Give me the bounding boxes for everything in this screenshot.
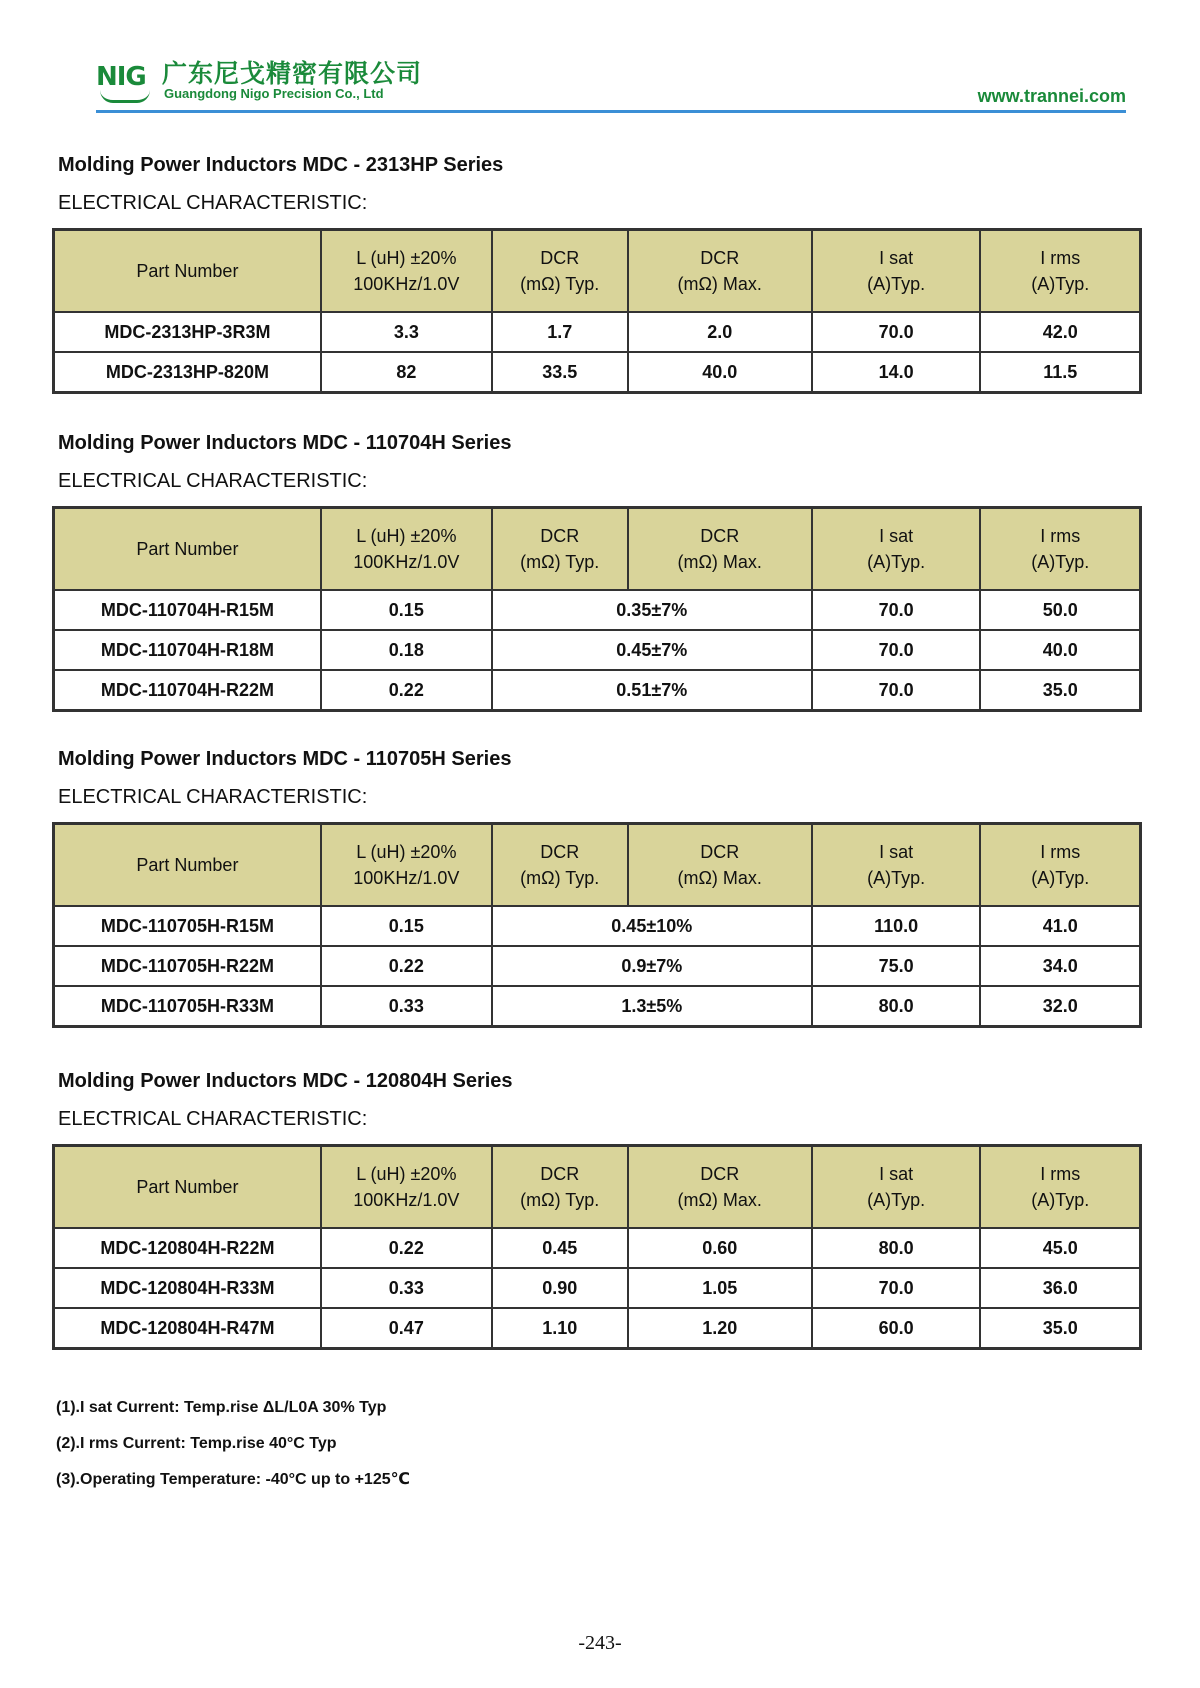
header-irms: I rms (A)Typ. bbox=[980, 230, 1140, 313]
cell-dcr-typ: 1.7 bbox=[492, 312, 628, 352]
header-dcr-max: DCR (mΩ) Max. bbox=[628, 508, 812, 591]
cell-irms: 35.0 bbox=[980, 670, 1140, 711]
cell-inductance: 0.15 bbox=[321, 906, 492, 946]
cell-part-number: MDC-110704H-R18M bbox=[54, 630, 321, 670]
header-dcr-typ: DCR (mΩ) Typ. bbox=[492, 508, 628, 591]
header-part-number: Part Number bbox=[54, 508, 321, 591]
section-subtitle: ELECTRICAL CHARACTERISTIC: bbox=[58, 470, 368, 492]
cell-irms: 42.0 bbox=[980, 312, 1140, 352]
header-inductance: L (uH) ±20% 100KHz/1.0V bbox=[321, 230, 492, 313]
cell-isat: 70.0 bbox=[812, 590, 981, 630]
page-number: -243- bbox=[578, 1632, 622, 1654]
cell-irms: 35.0 bbox=[980, 1308, 1140, 1349]
cell-part-number: MDC-120804H-R22M bbox=[54, 1228, 321, 1268]
cell-dcr-max: 1.20 bbox=[628, 1308, 812, 1349]
section-110704h bbox=[52, 428, 1142, 712]
cell-part-number: MDC-120804H-R33M bbox=[54, 1268, 321, 1308]
section-120804h bbox=[52, 1066, 1142, 1350]
cell-part-number: MDC-110704H-R22M bbox=[54, 670, 321, 711]
table-row bbox=[54, 312, 1141, 352]
cell-dcr-typ: 0.90 bbox=[492, 1268, 628, 1308]
cell-part-number: MDC-120804H-R47M bbox=[54, 1308, 321, 1349]
cell-irms: 50.0 bbox=[980, 590, 1140, 630]
cell-isat: 60.0 bbox=[812, 1308, 981, 1349]
header-isat: I sat (A)Typ. bbox=[812, 508, 981, 591]
header-divider bbox=[96, 110, 1126, 113]
cell-dcr-max: 1.05 bbox=[628, 1268, 812, 1308]
cell-inductance: 3.3 bbox=[321, 312, 492, 352]
cell-inductance: 0.33 bbox=[321, 1268, 492, 1308]
footnotes bbox=[56, 1390, 410, 1498]
cell-dcr-typ: 1.10 bbox=[492, 1308, 628, 1349]
cell-inductance: 0.22 bbox=[321, 670, 492, 711]
cell-isat: 14.0 bbox=[812, 352, 981, 393]
cell-irms: 34.0 bbox=[980, 946, 1140, 986]
table-row bbox=[54, 590, 1141, 630]
note-isat: (1).I sat Current: Temp.rise ΔL/L0A 30% Typ bbox=[56, 1399, 387, 1416]
header-dcr-max: DCR (mΩ) Max. bbox=[628, 230, 812, 313]
cell-isat: 75.0 bbox=[812, 946, 981, 986]
section-subtitle: ELECTRICAL CHARACTERISTIC: bbox=[58, 192, 368, 214]
cell-inductance: 0.22 bbox=[321, 946, 492, 986]
cell-isat: 70.0 bbox=[812, 1268, 981, 1308]
cell-inductance: 0.47 bbox=[321, 1308, 492, 1349]
series-title: Molding Power Inductors MDC - 110704H Series bbox=[58, 432, 512, 454]
table-row bbox=[54, 946, 1141, 986]
header-dcr-typ: DCR (mΩ) Typ. bbox=[492, 824, 628, 907]
table-header-row bbox=[54, 230, 1141, 313]
header-inductance: L (uH) ±20% 100KHz/1.0V bbox=[321, 508, 492, 591]
header-dcr-typ: DCR (mΩ) Typ. bbox=[492, 1146, 628, 1229]
cell-part-number: MDC-110705H-R33M bbox=[54, 986, 321, 1027]
header-irms: I rms (A)Typ. bbox=[980, 1146, 1140, 1229]
cell-isat: 80.0 bbox=[812, 1228, 981, 1268]
spec-table bbox=[52, 1144, 1142, 1350]
series-title: Molding Power Inductors MDC - 2313HP Series bbox=[58, 154, 504, 176]
company-name-en: Guangdong Nigo Precision Co., Ltd bbox=[164, 86, 384, 101]
cell-irms: 41.0 bbox=[980, 906, 1140, 946]
cell-isat: 70.0 bbox=[812, 670, 981, 711]
table-header-row bbox=[54, 508, 1141, 591]
cell-dcr: 0.35±7% bbox=[492, 590, 812, 630]
cell-isat: 110.0 bbox=[812, 906, 981, 946]
table-row bbox=[54, 1268, 1141, 1308]
cell-part-number: MDC-110705H-R22M bbox=[54, 946, 321, 986]
header-isat: I sat (A)Typ. bbox=[812, 230, 981, 313]
cell-irms: 45.0 bbox=[980, 1228, 1140, 1268]
table-row bbox=[54, 630, 1141, 670]
cell-dcr-max: 0.60 bbox=[628, 1228, 812, 1268]
spec-table bbox=[52, 506, 1142, 712]
spec-table bbox=[52, 822, 1142, 1028]
cell-irms: 32.0 bbox=[980, 986, 1140, 1027]
section-110705h bbox=[52, 744, 1142, 1028]
table-header-row bbox=[54, 1146, 1141, 1229]
table-row bbox=[54, 352, 1141, 393]
cell-irms: 36.0 bbox=[980, 1268, 1140, 1308]
cell-part-number: MDC-110705H-R15M bbox=[54, 906, 321, 946]
section-subtitle: ELECTRICAL CHARACTERISTIC: bbox=[58, 786, 368, 808]
note-irms: (2).I rms Current: Temp.rise 40°C Typ bbox=[56, 1435, 337, 1452]
logo-swoosh bbox=[100, 90, 150, 103]
spec-table bbox=[52, 228, 1142, 394]
header-part-number: Part Number bbox=[54, 1146, 321, 1229]
table-row bbox=[54, 986, 1141, 1027]
page-header bbox=[96, 52, 1126, 114]
cell-dcr: 0.51±7% bbox=[492, 670, 812, 711]
cell-inductance: 0.18 bbox=[321, 630, 492, 670]
header-dcr-max: DCR (mΩ) Max. bbox=[628, 824, 812, 907]
cell-dcr: 0.45±7% bbox=[492, 630, 812, 670]
header-isat: I sat (A)Typ. bbox=[812, 824, 981, 907]
note-operating-temp: (3).Operating Temperature: -40°C up to +125℃ bbox=[56, 1471, 410, 1488]
cell-irms: 40.0 bbox=[980, 630, 1140, 670]
table-row bbox=[54, 670, 1141, 711]
section-subtitle: ELECTRICAL CHARACTERISTIC: bbox=[58, 1108, 368, 1130]
header-inductance: L (uH) ±20% 100KHz/1.0V bbox=[321, 824, 492, 907]
cell-inductance: 0.22 bbox=[321, 1228, 492, 1268]
company-logo bbox=[96, 62, 154, 102]
header-inductance: L (uH) ±20% 100KHz/1.0V bbox=[321, 1146, 492, 1229]
cell-dcr-max: 40.0 bbox=[628, 352, 812, 393]
section-2313hp bbox=[52, 150, 1142, 394]
series-title: Molding Power Inductors MDC - 110705H Series bbox=[58, 748, 512, 770]
cell-inductance: 0.33 bbox=[321, 986, 492, 1027]
website-url[interactable]: www.trannei.com bbox=[977, 86, 1126, 106]
cell-part-number: MDC-2313HP-820M bbox=[54, 352, 321, 393]
header-dcr-max: DCR (mΩ) Max. bbox=[628, 1146, 812, 1229]
cell-part-number: MDC-2313HP-3R3M bbox=[54, 312, 321, 352]
cell-inductance: 0.15 bbox=[321, 590, 492, 630]
company-name-cn: 广东尼戈精密有限公司 bbox=[162, 59, 423, 88]
header-isat: I sat (A)Typ. bbox=[812, 1146, 981, 1229]
cell-irms: 11.5 bbox=[980, 352, 1140, 393]
cell-dcr: 0.9±7% bbox=[492, 946, 812, 986]
header-part-number: Part Number bbox=[54, 824, 321, 907]
cell-dcr-typ: 33.5 bbox=[492, 352, 628, 393]
table-row bbox=[54, 906, 1141, 946]
header-irms: I rms (A)Typ. bbox=[980, 508, 1140, 591]
cell-dcr: 0.45±10% bbox=[492, 906, 812, 946]
logo-text: NIG bbox=[96, 62, 146, 92]
cell-part-number: MDC-110704H-R15M bbox=[54, 590, 321, 630]
cell-dcr: 1.3±5% bbox=[492, 986, 812, 1027]
header-irms: I rms (A)Typ. bbox=[980, 824, 1140, 907]
header-dcr-typ: DCR (mΩ) Typ. bbox=[492, 230, 628, 313]
cell-isat: 80.0 bbox=[812, 986, 981, 1027]
cell-dcr-typ: 0.45 bbox=[492, 1228, 628, 1268]
cell-dcr-max: 2.0 bbox=[628, 312, 812, 352]
table-row bbox=[54, 1308, 1141, 1349]
cell-isat: 70.0 bbox=[812, 312, 981, 352]
cell-inductance: 82 bbox=[321, 352, 492, 393]
cell-isat: 70.0 bbox=[812, 630, 981, 670]
table-header-row bbox=[54, 824, 1141, 907]
header-part-number: Part Number bbox=[54, 230, 321, 313]
table-row bbox=[54, 1228, 1141, 1268]
series-title: Molding Power Inductors MDC - 120804H Series bbox=[58, 1070, 513, 1092]
